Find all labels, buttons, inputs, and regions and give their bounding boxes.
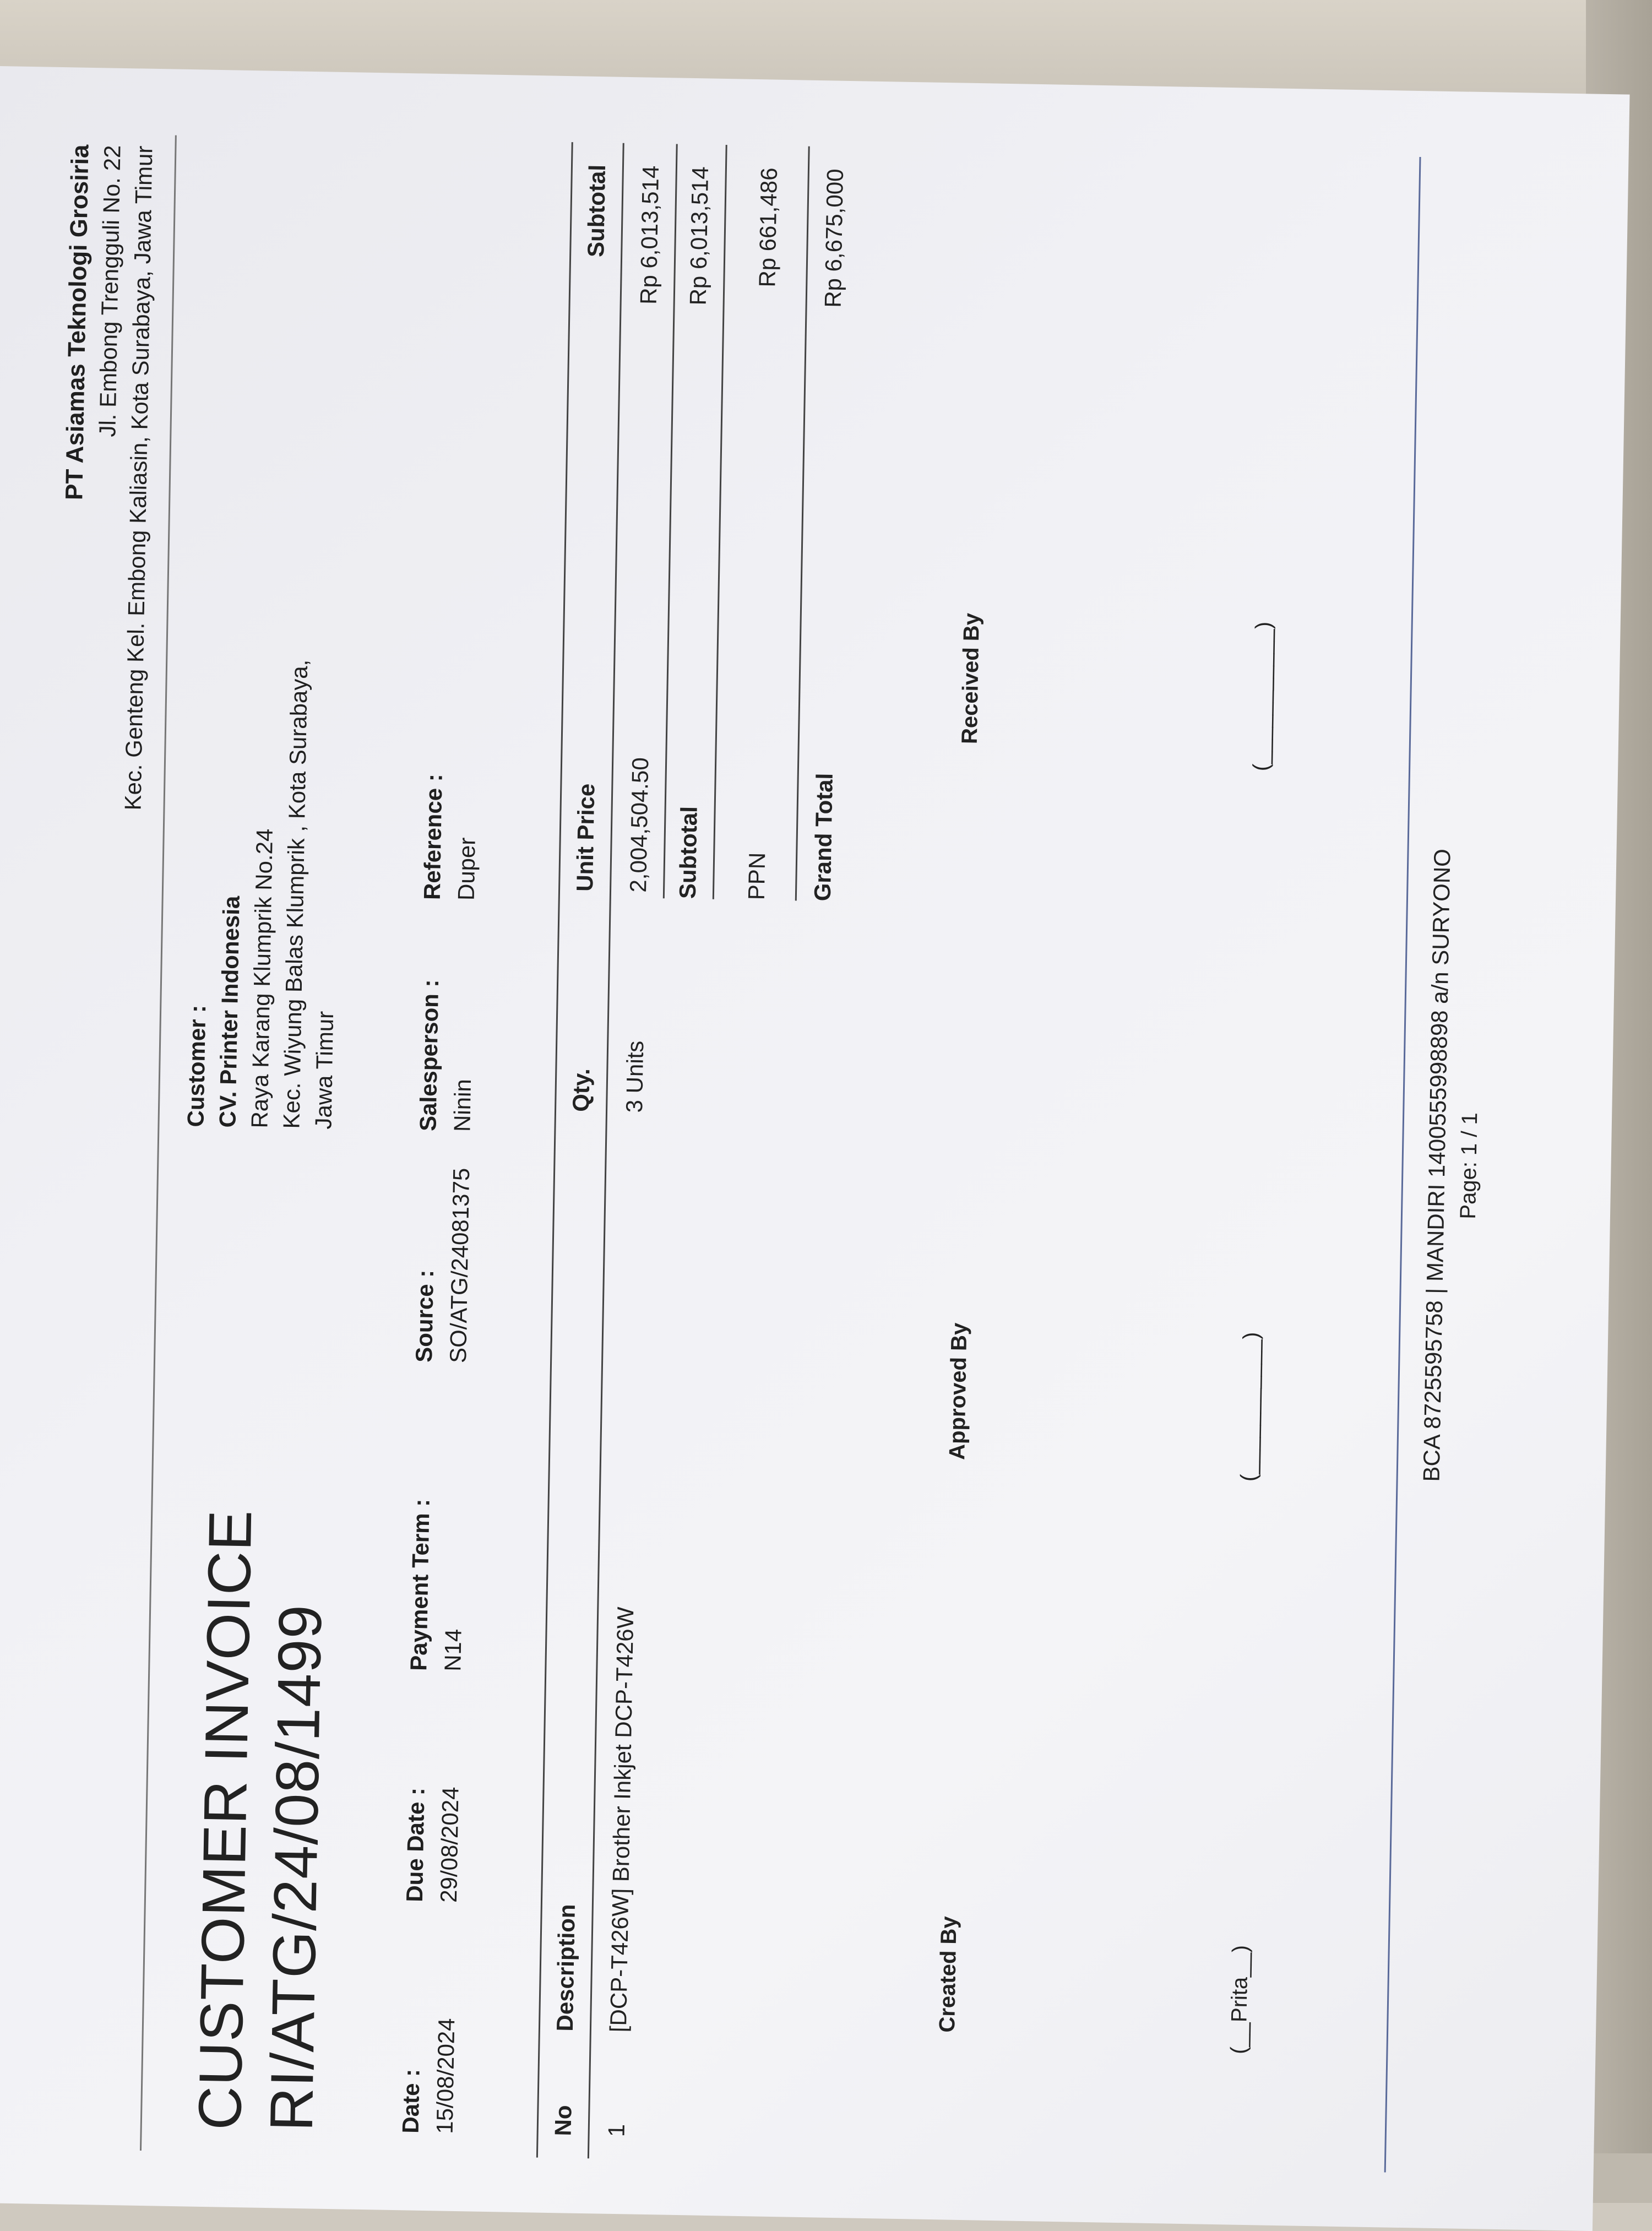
customer-address-line1: Raya Karang Klumprik No.24 (246, 828, 278, 1128)
meta-value: 29/08/2024 (435, 1787, 464, 1903)
invoice-paper (0, 66, 1630, 2231)
customer-block (180, 658, 347, 1130)
invoice-title-block (184, 1509, 339, 2132)
meta-label: Payment Term : (405, 1499, 434, 1671)
meta-date (394, 2017, 464, 2134)
ppn-label: PPN (743, 852, 770, 900)
cell-subtotal: Rp 6,013,514 (635, 165, 664, 305)
meta-label: Reference : (419, 773, 447, 900)
subtotal-label: Subtotal (674, 806, 702, 899)
meta-source (407, 1167, 479, 1363)
meta-payment-term (401, 1499, 472, 1671)
company-header (53, 144, 160, 811)
column-header-no: No (550, 2105, 577, 2136)
meta-reference (415, 774, 486, 901)
bank-details: BCA 8725595758 | MANDIRI 1400555998898 a/n SURYONO (1418, 848, 1455, 1482)
page-number: Page: 1 / 1 (1455, 1112, 1482, 1219)
grand-total-label: Grand Total (809, 773, 838, 902)
customer-address-line2: Kec. Wiyung Balas Klumprik , Kota Surabaya, (278, 659, 313, 1129)
subtotal-value: Rp 6,013,514 (684, 166, 714, 306)
cell-no: 1 (603, 2124, 629, 2137)
received-by-name: (___________) (1249, 621, 1276, 772)
invoice-number: RI/ATG/24/08/1499 (257, 1604, 335, 2132)
meta-value: N14 (439, 1629, 466, 1672)
cell-qty: 3 Units (621, 1040, 649, 1113)
meta-label: Source : (411, 1269, 438, 1363)
customer-name: CV. Printer Indonesia (214, 895, 244, 1128)
cell-unit-price: 2,004,504.50 (624, 757, 654, 893)
company-name: PT Asiamas Teknologi Grosiria (61, 144, 94, 501)
meta-value: Ninin (449, 1078, 476, 1132)
column-header-subtotal: Subtotal (583, 164, 611, 258)
created-by-label: Created By (934, 1916, 961, 2033)
customer-label: Customer : (182, 1005, 211, 1127)
ppn-value: Rp 661,486 (754, 167, 782, 287)
meta-due-date (398, 1786, 468, 1903)
cell-description: [DCP-T426W] Brother Inkjet DCP-T426W (605, 1606, 639, 2033)
meta-salesperson (411, 979, 482, 1132)
received-by-label: Received By (957, 612, 984, 745)
meta-value: Duper (453, 837, 480, 901)
column-header-description: Description (551, 1904, 580, 2032)
approved-by-label: Approved By (945, 1322, 972, 1461)
column-header-qty: Qty. (568, 1068, 595, 1112)
column-header-unit-price: Unit Price (572, 783, 600, 892)
meta-label: Date : (397, 2069, 425, 2134)
meta-value: 15/08/2024 (431, 2018, 460, 2135)
customer-address-line3: Jawa Timur (310, 1011, 339, 1130)
invoice-sheet (8, 122, 1530, 2185)
approved-by-name: (___________) (1236, 1332, 1264, 1482)
meta-label: Salesperson : (415, 979, 444, 1132)
company-address-line2: Kec. Genteng Kel. Embong Kaliasin, Kota Surabaya, Jawa Timur (119, 145, 157, 811)
invoice-title: CUSTOMER INVOICE (186, 1509, 265, 2131)
company-address-line1: Jl. Embong Trengguli No. 22 (94, 145, 126, 437)
meta-label: Due Date : (401, 1787, 430, 1903)
created-by-name: (__Prita__) (1226, 1945, 1253, 2055)
grand-total-value: Rp 6,675,000 (819, 169, 848, 308)
meta-value: SO/ATG/24081375 (445, 1168, 475, 1364)
